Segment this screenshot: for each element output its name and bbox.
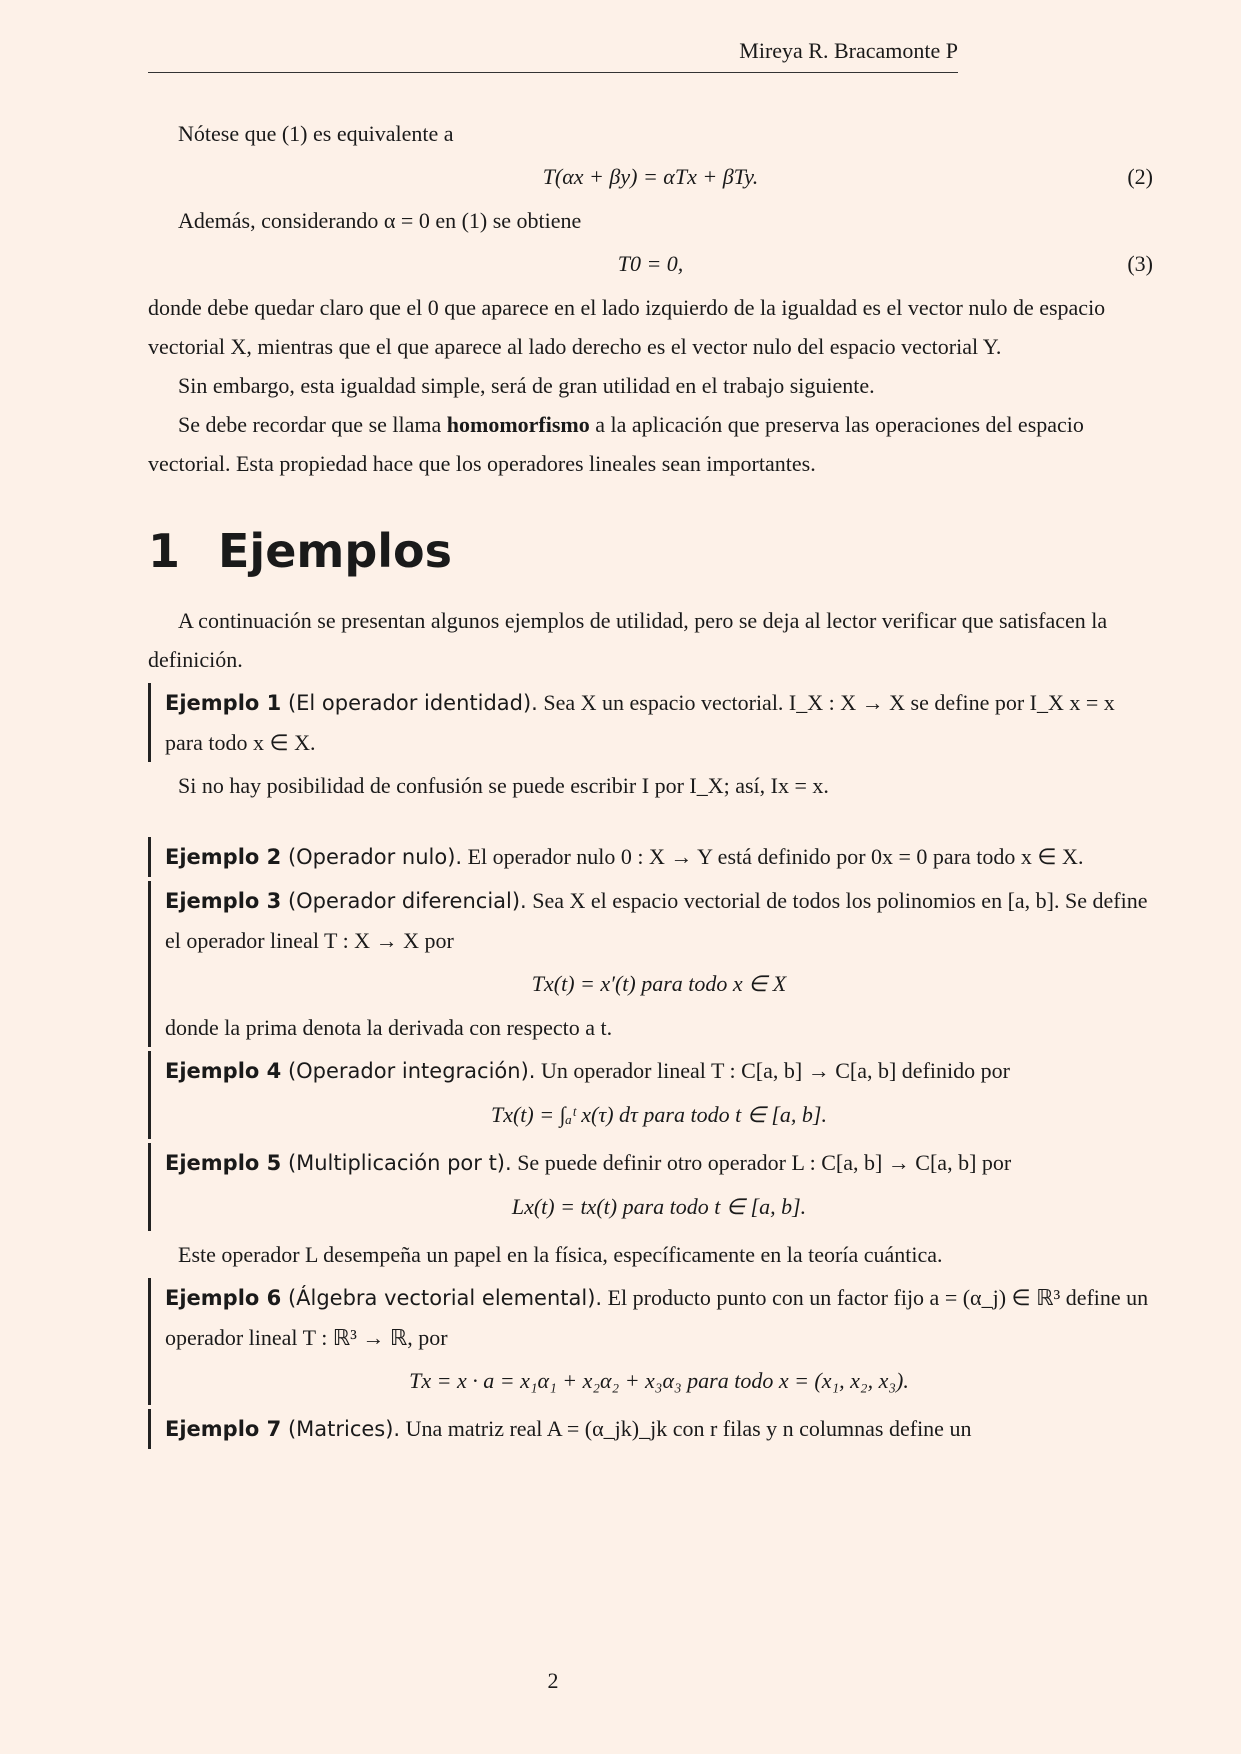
example-7-name: (Matrices). <box>287 1417 401 1441</box>
example-5-formula: Lx(t) = tx(t) para todo t ∈ [a, b]. <box>511 1194 807 1219</box>
running-header: Mireya R. Bracamonte P <box>148 38 958 73</box>
example-4-label: Ejemplo 4 <box>165 1059 282 1083</box>
example-2-label: Ejemplo 2 <box>165 845 282 869</box>
paragraph-alpha: Además, considerando α = 0 en (1) se obtiene <box>178 208 582 233</box>
example-3-text: Sea X el espacio vectorial de todos los polinomios en [a, b]. Se define el operador lineal T : X → X por <box>165 888 1148 953</box>
homomorphism-term: homomorfismo <box>446 412 590 437</box>
paragraph-homomorphism <box>148 405 1153 483</box>
paragraph-utility: Sin embargo, esta igualdad simple, será de gran utilidad en el trabajo siguiente. <box>178 373 875 398</box>
page-number: 2 <box>547 1668 559 1693</box>
example-6-name: (Álgebra vectorial elemental). <box>287 1286 603 1310</box>
example-2-name: (Operador nulo). <box>287 845 463 869</box>
example-5-name: (Multiplicación por t). <box>287 1151 512 1175</box>
example-6-formula: Tx = x · a = x₁α₁ + x₂α₂ + x₃α₃ para todo x = (x₁, x₂, x₃). <box>409 1368 909 1393</box>
equation-2 <box>148 153 1153 201</box>
equation-2-expr: T(αx + βy) = αTx + βTy. <box>542 164 759 189</box>
example-5-text: Se puede definir otro operador L : C[a, b] → C[a, b] por <box>517 1150 1012 1175</box>
example-1-note: Si no hay posibilidad de confusión se puede escribir I por I_X; así, Ix = x. <box>178 773 829 798</box>
example-3-after: donde la prima denota la derivada con respecto a t. <box>165 1015 613 1040</box>
example-3-label: Ejemplo 3 <box>165 889 282 913</box>
example-4-formula: Tx(t) = ∫ₐᵗ x(τ) dτ para todo t ∈ [a, b]. <box>490 1102 827 1127</box>
equation-3 <box>148 240 1153 288</box>
example-1-text: Sea X un espacio vectorial. I_X : X → X se define por I_X x = x para todo x ∈ X. <box>165 690 1115 755</box>
paragraph-null-vector: donde debe quedar claro que el 0 que aparece en el lado izquierdo de la igualdad es el vector nulo de espacio vectorial X, mientras que el que aparece al lado derecho es el vector nulo del espacio vectorial Y. <box>148 295 1106 359</box>
example-7-text: Una matriz real A = (α_jk)_jk con r filas y n columnas define un <box>405 1416 972 1441</box>
example-2 <box>148 837 1153 877</box>
example-1-label: Ejemplo 1 <box>165 691 282 715</box>
example-1 <box>148 683 1153 762</box>
example-6-text: El producto punto con un factor fijo a = (α_j) ∈ ℝ³ define un operador lineal T : ℝ³ → ℝ, por <box>165 1285 1149 1350</box>
section-intro: A continuación se presentan algunos ejemplos de utilidad, pero se deja al lector verificar que satisfacen la definición. <box>148 608 1108 672</box>
example-5-note: Este operador L desempeña un papel en la física, específicamente en la teoría cuántica. <box>178 1242 943 1267</box>
equation-2-number: (2) <box>1127 164 1153 189</box>
paragraph-intro: Nótese que (1) es equivalente a <box>178 121 454 146</box>
example-7-label: Ejemplo 7 <box>165 1417 282 1441</box>
example-2-text: El operador nulo 0 : X → Y está definido por 0x = 0 para todo x ∈ X. <box>467 844 1084 869</box>
equation-3-number: (3) <box>1127 251 1153 276</box>
example-6-label: Ejemplo 6 <box>165 1286 282 1310</box>
example-1-name: (El operador identidad). <box>287 691 538 715</box>
example-3-name: (Operador diferencial). <box>287 889 527 913</box>
example-3-formula: Tx(t) = x′(t) para todo x ∈ X <box>531 971 787 996</box>
section-heading <box>148 521 1153 581</box>
section-title: Ejemplos <box>218 524 452 578</box>
example-3 <box>148 881 1153 1047</box>
example-6 <box>148 1278 1153 1405</box>
equation-3-expr: T0 = 0, <box>617 251 684 276</box>
body-text <box>148 114 1153 1453</box>
section-number: 1 <box>148 524 181 578</box>
example-4-name: (Operador integración). <box>287 1059 536 1083</box>
example-4-text: Un operador lineal T : C[a, b] → C[a, b] definido por <box>540 1058 1010 1083</box>
example-7 <box>148 1409 1153 1449</box>
example-5 <box>148 1143 1153 1231</box>
page <box>148 0 1153 1754</box>
homomorphism-post: a la aplicación que preserva las operaciones del espacio vectorial. Esta propiedad hace que los operadores lineales sean importantes. <box>148 412 1084 476</box>
homomorphism-pre: Se debe recordar que se llama <box>178 412 442 437</box>
example-5-label: Ejemplo 5 <box>165 1151 282 1175</box>
example-4 <box>148 1051 1153 1139</box>
